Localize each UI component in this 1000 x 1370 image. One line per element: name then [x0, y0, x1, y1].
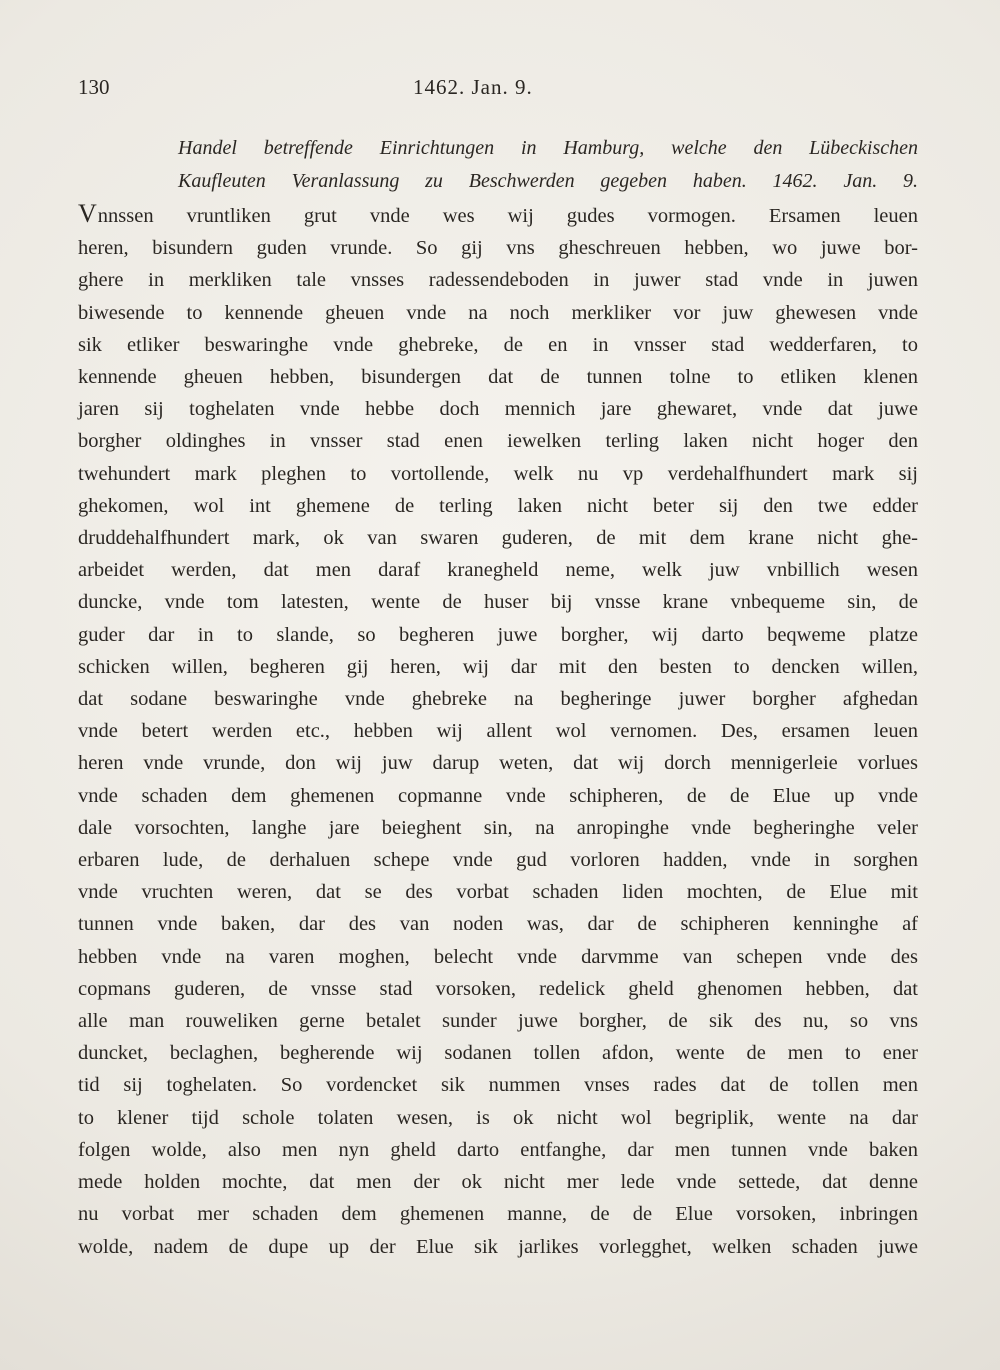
body-line: hebben vnde na varen moghen, belecht vnde darvmme van schepen vnde des	[78, 945, 918, 968]
body-line: druddehalfhundert mark, ok van swaren guderen, de mit dem krane nicht ghe-	[78, 527, 918, 550]
body-line: arbeidet werden, dat men daraf kranegheld neme, welk juw vnbillich wesen	[78, 559, 918, 582]
body-line: to klener tijd schole tolaten wesen, is ok nicht wol begriplik, wente na dar	[78, 1106, 918, 1129]
body-line: nu vorbat mer schaden dem ghemenen manne, de de Elue vorsoken, inbringen	[78, 1203, 918, 1226]
document-heading	[78, 132, 918, 198]
body-line: jaren sij toghelaten vnde hebbe doch mennich jare ghewaret, vnde dat juwe	[78, 398, 918, 421]
heading-line-1: Handel betreffende Einrichtungen in Hamburg, welche den Lübeckischen	[178, 137, 918, 159]
body-line: sik etliker beswaringhe vnde ghebreke, de en in vnsser stad wedderfaren, to	[78, 333, 918, 356]
body-line: copmans guderen, de vnsse stad vorsoken, redelick gheld ghenomen hebben, dat	[78, 977, 918, 1000]
body-line: erbaren lude, de derhaluen schepe vnde gud vorloren hadden, vnde in sorghen	[78, 849, 918, 872]
body-line: kennende gheuen hebben, bisundergen dat de tunnen tolne to etliken klenen	[78, 366, 918, 389]
body-line: vnde vruchten weren, dat se des vorbat schaden liden mochten, de Elue mit	[78, 881, 918, 904]
body-line: heren vnde vrunde, don wij juw darup weten, dat wij dorch mennigerleie vorlues	[78, 752, 918, 775]
body-line: schicken willen, begheren gij heren, wij dar mit den besten to dencken willen,	[78, 655, 918, 678]
body-line: dat sodane beswaringhe vnde ghebreke na begheringe juwer borgher afghedan	[78, 688, 918, 711]
body-line-1	[78, 198, 918, 232]
body-line: biwesende to kennende gheuen vnde na noch merkliker vor juw ghewesen vnde	[78, 301, 918, 324]
body-line: ghekomen, wol int ghemene de terling laken nicht beter sij den twe edder	[78, 494, 918, 517]
body-line: vnde betert werden etc., hebben wij allent wol vernomen. Des, ersamen leuen	[78, 720, 918, 743]
body-line: alle man rouweliken gerne betalet sunder juwe borgher, de sik des nu, so vns	[78, 1010, 918, 1033]
body-line: duncket, beclaghen, begherende wij sodanen tollen afdon, wente de men to ener	[78, 1042, 918, 1065]
body-line: borgher oldinghes in vnsser stad enen iewelken terling laken nicht hoger den	[78, 430, 918, 453]
drop-cap: V	[78, 199, 98, 228]
body-line: folgen wolde, also men nyn gheld darto entfanghe, dar men tunnen vnde baken	[78, 1138, 918, 1161]
body-line: ghere in merkliken tale vnsses radessendeboden in juwer stad vnde in juwen	[78, 269, 918, 292]
body-line: dale vorsochten, langhe jare beieghent sin, na anropinghe vnde begheringhe veler	[78, 816, 918, 839]
body-line: twehundert mark pleghen to vortollende, welk nu vp verdehalfhundert mark sij	[78, 462, 918, 485]
body-line: wolde, nadem de dupe up der Elue sik jarlikes vorlegghet, welken schaden juwe	[78, 1235, 918, 1258]
body-line: guder dar in to slande, so begheren juwe borgher, wij darto beqweme platze	[78, 623, 918, 646]
heading-line-2: Kaufleuten Veranlassung zu Beschwerden gegeben haben. 1462. Jan. 9.	[178, 170, 918, 192]
body-line: heren, bisundern guden vrunde. So gij vns gheschreuen hebben, wo juwe bor-	[78, 237, 918, 260]
body-text	[78, 198, 918, 1263]
body-line-1-text: nnssen vruntliken grut vnde wes wij gudes vormogen. Ersamen leuen	[97, 205, 918, 227]
body-line: mede holden mochte, dat men der ok nicht mer lede vnde settede, dat denne	[78, 1171, 918, 1194]
page-header	[78, 70, 918, 104]
body-line: tid sij toghelaten. So vordencket sik nummen vnses rades dat de tollen men	[78, 1074, 918, 1097]
header-date: 1462. Jan. 9.	[413, 75, 533, 99]
body-line: tunnen vnde baken, dar des van noden was, dar de schipheren kenninghe af	[78, 913, 918, 936]
page-number: 130	[78, 75, 110, 99]
body-line: duncke, vnde tom latesten, wente de huser bij vnsse krane vnbequeme sin, de	[78, 591, 918, 614]
body-line: vnde schaden dem ghemenen copmanne vnde schipheren, de de Elue up vnde	[78, 784, 918, 807]
